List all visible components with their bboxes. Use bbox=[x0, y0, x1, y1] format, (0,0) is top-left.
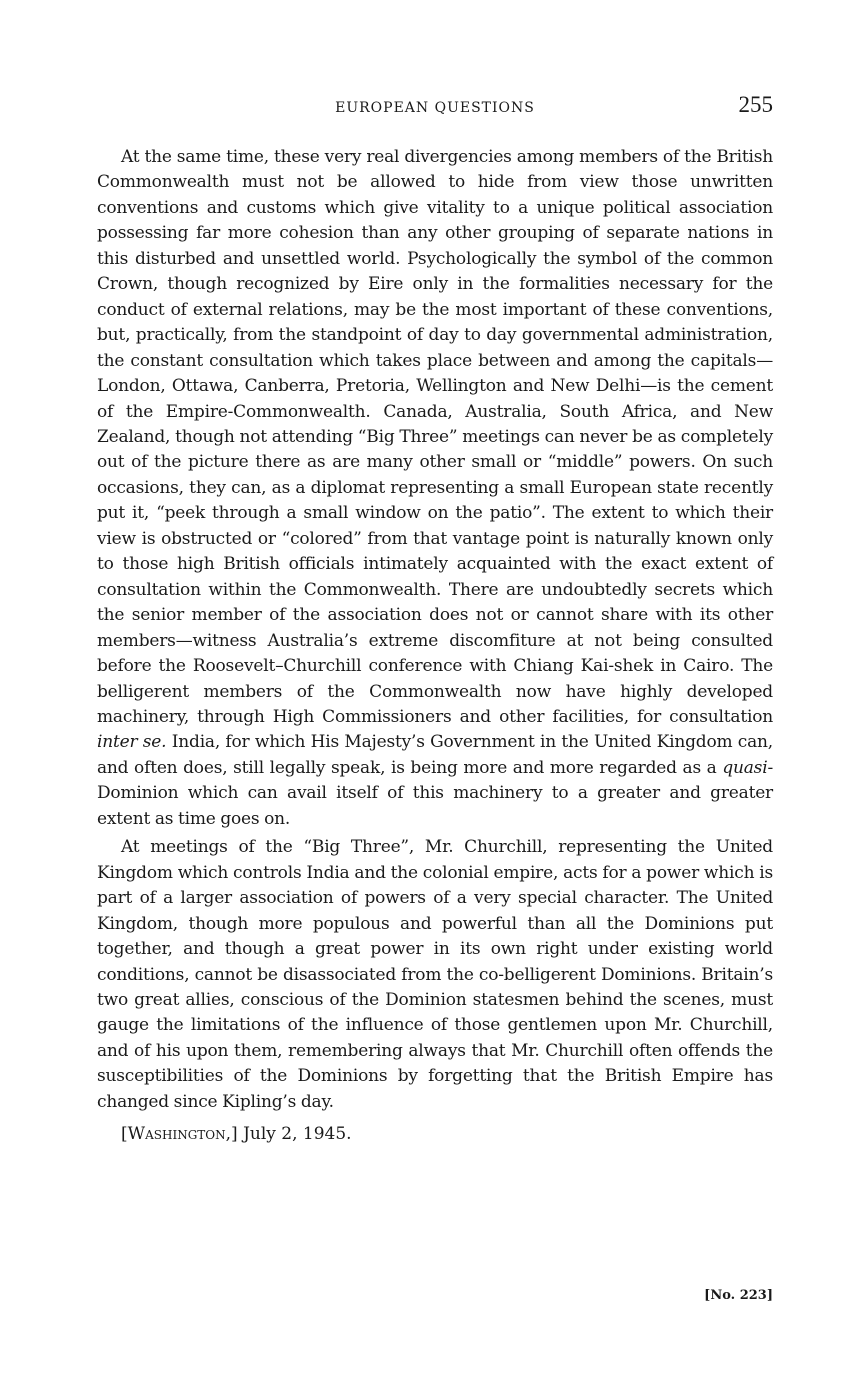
page-number: 255 bbox=[738, 92, 773, 117]
paragraph-2: At meetings of the “Big Three”, Mr. Churchill, representing the United Kingdom which controls India and the colonial empire, acts for a power which is part of a larger association of powers of a very special character. The United Kingdom, though more populous and powerful than all the Dominions put together, and though a great power in its own right under existing world conditions, cannot be disassociated from the co-belligerent Dominions. Britain’s two great allies, conscious of the Dominion statesmen behind the scenes, must gauge the limitations of the influence of those gentlemen upon Mr. Churchill, and of his upon them, remembering always that Mr. Churchill often offends the susceptibilities of the Dominions by forgetting that the British Empire has changed since Kipling’s day. bbox=[97, 837, 773, 1112]
document-page bbox=[97, 92, 773, 1303]
dateline bbox=[121, 1122, 773, 1147]
body-text bbox=[97, 145, 773, 1115]
dateline-date: July 2, 1945. bbox=[237, 1124, 352, 1145]
paragraph-1-part-3: -Dominion which can avail itself of this machinery to a greater and greater extent as time goes on. bbox=[97, 757, 773, 829]
dateline-place: Washington bbox=[127, 1124, 226, 1145]
dateline-bracket-open: [ bbox=[121, 1124, 128, 1145]
italic-inter-se: inter se. bbox=[97, 732, 167, 753]
paragraph-1-part-2: India, for which His Majesty’s Government in the United Kingdom can, and often does, still legally speak, is being more and more regarded as a bbox=[97, 732, 773, 778]
running-title: EUROPEAN QUESTIONS bbox=[335, 100, 535, 116]
paragraph-1 bbox=[97, 145, 773, 832]
italic-quasi: quasi bbox=[722, 757, 768, 778]
paragraph-1-part-1: At the same time, these very real divergencies among members of the British Commonwealth must not be allowed to hide from view those unwritten conventions and customs which give vitality to a unique political association possessing far more cohesion than any other grouping of separate nations in this disturbed and unsettled world. Psychologically the symbol of the common Crown, though recognized by Eire only in the formalities necessary for the conduct of external relations, may be the most important of these conventions, but, practically, from the standpoint of day to day governmental administration, the constant consultation which takes place between and among the capitals—London, Ottawa, Canberra, Pretoria, Wellington and New Delhi—is the cement of the Empire-Commonwealth. Canada, Australia, South Africa, and New Zealand, though not attending “Big Three” meetings can never be as completely out of the picture there as are many other small or “middle” powers. On such occasions, they can, as a diplomat representing a small European state recently put it, “peek through a small window on the patio”. The extent to which their view is obstructed or “colored” from that vantage point is naturally known only to those high British officials intimately acquainted with the exact extent of consultation within the Commonwealth. There are undoubtedly secrets which the senior member of the association does not or cannot share with its other members—witness Australia’s extreme discomfiture at not being consulted before the Roosevelt–Churchill conference with Chiang Kai-shek in Cairo. The belligerent members of the Commonwealth now have highly developed machinery, through High Commissioners and other facilities, for consultation bbox=[97, 147, 773, 727]
dateline-bracket-close: ,] bbox=[225, 1124, 238, 1145]
document-number: [No. 223] bbox=[704, 1288, 773, 1303]
running-head bbox=[97, 92, 773, 126]
